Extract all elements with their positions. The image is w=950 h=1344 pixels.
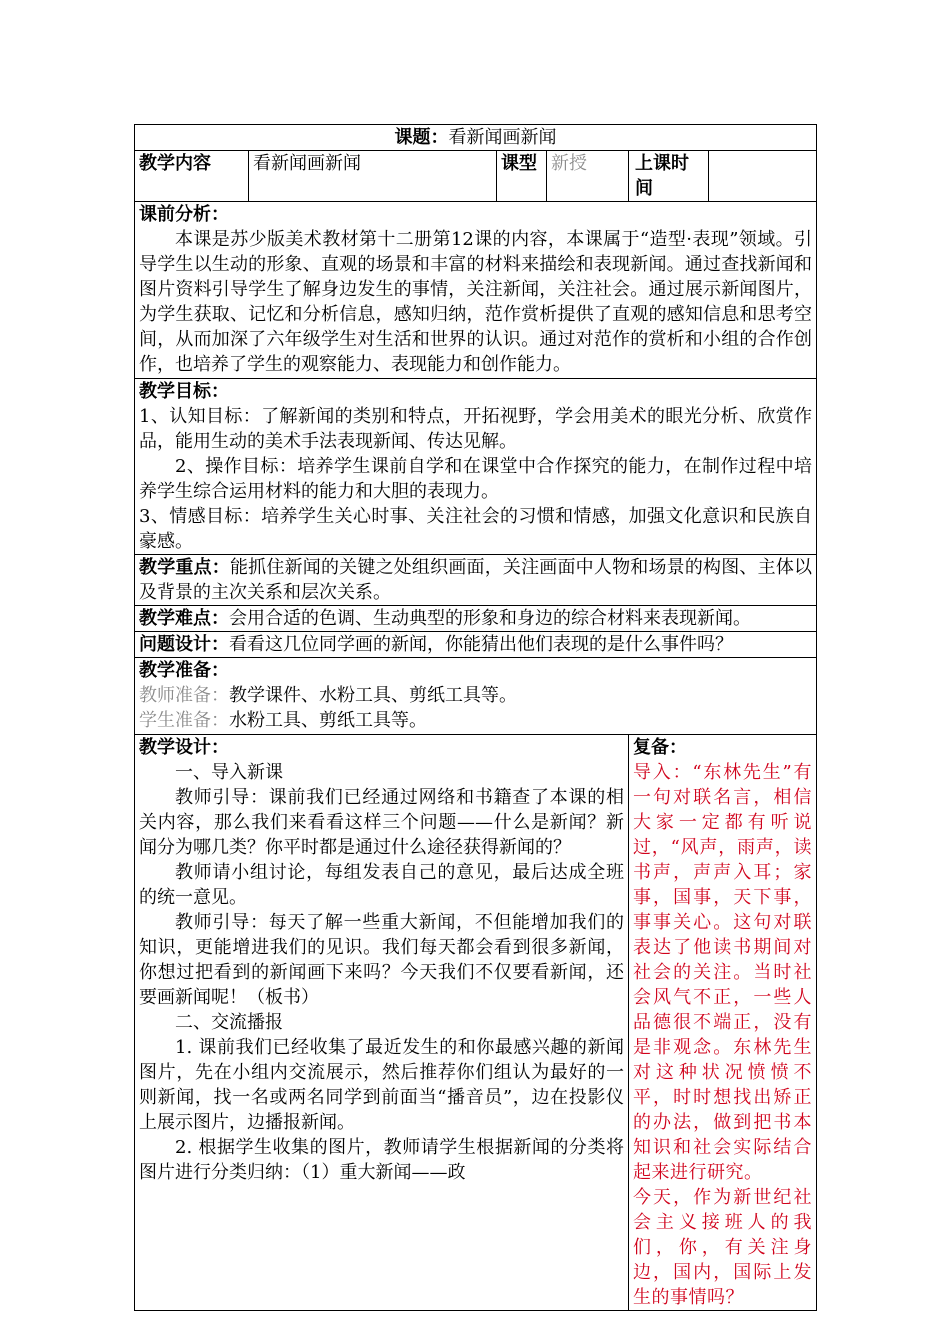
review-paragraph: 今天，作为新世纪社会主义接班人的我们，你，有关注身边，国内，国际上发生的事情吗？ bbox=[633, 1187, 812, 1308]
objective-item: 3、情感目标：培养学生关心时事、关注社会的习惯和情感，加强文化意识和民族自豪感。 bbox=[139, 506, 812, 552]
preparation-label: 教学准备： bbox=[139, 660, 229, 681]
content-label: 教学内容 bbox=[135, 151, 249, 202]
teacher-prep-text: 教学课件、水粉工具、剪纸工具等。 bbox=[229, 685, 517, 706]
key-points-label: 教学重点： bbox=[139, 557, 230, 578]
question-cell bbox=[135, 632, 817, 658]
type-label: 课型 bbox=[497, 151, 547, 202]
preparation-cell bbox=[135, 658, 817, 735]
pre-analysis-cell bbox=[135, 202, 817, 379]
info-row bbox=[135, 151, 817, 202]
objective-item: 1、认知目标：了解新闻的类别和特点，开拓视野，学会用美术的眼光分析、欣赏作品，能用生动的美术手法表现新闻、传达见解。 bbox=[139, 406, 812, 452]
student-prep-label: 学生准备： bbox=[139, 710, 229, 731]
title-row bbox=[135, 125, 817, 151]
question-text: 看看这几位同学画的新闻，你能猜出他们表现的是什么事件吗？ bbox=[229, 634, 733, 655]
pre-analysis-text: 本课是苏少版美术教材第十二册第12课的内容，本课属于“造型·表现”领域。引导学生以生动的形象、直观的场景和丰富的材料来描绘和表现新闻。通过查找新闻和图片资料引导学生了解身边发生的事情，关注新闻，关注社会。通过展示新闻图片，为学生获取、记忆和分析信息，感知归纳，范作赏析提供了直观的感知信息和思考空间，从而加深了六年级学生对生活和世界的认识。通过对范作的赏析和小组的合作创作，也培养了学生的观察能力、表现能力和创作能力。 bbox=[139, 229, 812, 375]
preparation-row bbox=[135, 658, 817, 735]
lesson-title bbox=[135, 125, 817, 151]
design-paragraph: 教师请小组讨论，每组发表自己的意见，最后达成全班的统一意见。 bbox=[139, 862, 624, 908]
key-points-text: 能抓住新闻的关键之处组织画面，关注画面中人物和场景的构图、主体以及背景的主次关系和层次关系。 bbox=[139, 557, 813, 603]
objective-item: 2、操作目标：培养学生课前自学和在课堂中合作探究的能力，在制作过程中培养学生综合运用材料的能力和大胆的表现力。 bbox=[139, 456, 812, 502]
difficulties-cell bbox=[135, 606, 817, 632]
time-label: 上课时间 bbox=[629, 151, 709, 202]
key-points-cell bbox=[135, 555, 817, 606]
objectives-cell bbox=[135, 379, 817, 555]
pre-analysis-row bbox=[135, 202, 817, 379]
review-paragraph: 导入：“东林先生”有一句对联名言，相信大家一定都有听说过，“风声，雨声，读书声，声声入耳；家事，国事，天下事，事事关心。这句对联表达了他读书期间对社会的关注。当时社会风气不正，一些人品德很不端正，没有是非观念。东林先生对这种状况愤愤不平，时时想找出矫正的办法，做到把书本知识和社会实际结合起来进行研究。 bbox=[633, 762, 812, 1183]
design-paragraph: 教师引导：课前我们已经通过网络和书籍查了本课的相关内容，那么我们来看看这样三个问题——什么是新闻？新闻分为哪几类？你平时都是通过什么途径获得新闻的？ bbox=[139, 787, 624, 858]
design-cell bbox=[135, 735, 629, 1311]
title-label: 课题： bbox=[394, 127, 449, 148]
title-value: 看新闻画新闻 bbox=[448, 127, 557, 148]
design-paragraph: 教师引导：每天了解一些重大新闻，不但能增加我们的知识，更能增进我们的见识。我们每天都会看到很多新闻，你想过把看到的新闻画下来吗？今天我们不仅要看新闻，还要画新闻呢！（板书） bbox=[139, 912, 624, 1008]
key-points-row bbox=[135, 555, 817, 606]
design-label: 教学设计： bbox=[139, 737, 229, 758]
review-cell bbox=[629, 735, 817, 1311]
pre-analysis-label: 课前分析： bbox=[139, 204, 229, 225]
design-paragraph: 2. 根据学生收集的图片，教师请学生根据新闻的分类将图片进行分类归纳：（1）重大新闻——政 bbox=[139, 1137, 624, 1183]
question-label: 问题设计： bbox=[139, 634, 229, 655]
difficulties-label: 教学难点： bbox=[139, 608, 229, 629]
design-row bbox=[135, 735, 817, 1311]
lesson-plan-table bbox=[134, 124, 817, 1311]
design-paragraph: 二、交流播报 bbox=[175, 1012, 283, 1033]
type-value: 新授 bbox=[547, 151, 629, 202]
design-paragraph: 一、导入新课 bbox=[175, 762, 283, 783]
objectives-label: 教学目标： bbox=[139, 381, 229, 402]
difficulties-text: 会用合适的色调、生动典型的形象和身边的综合材料来表现新闻。 bbox=[229, 608, 751, 629]
student-prep-text: 水粉工具、剪纸工具等。 bbox=[229, 710, 427, 731]
review-label: 复备： bbox=[633, 737, 687, 758]
difficulties-row bbox=[135, 606, 817, 632]
question-row bbox=[135, 632, 817, 658]
objectives-row bbox=[135, 379, 817, 555]
teacher-prep-label: 教师准备： bbox=[139, 685, 229, 706]
design-paragraph: 1. 课前我们已经收集了最近发生的和你最感兴趣的新闻图片，先在小组内交流展示，然后推荐你们组认为最好的一则新闻，找一名或两名同学到前面当“播音员”，边在投影仪上展示图片，边播报新闻。 bbox=[139, 1037, 624, 1133]
time-value bbox=[709, 151, 817, 202]
content-value: 看新闻画新闻 bbox=[249, 151, 497, 202]
